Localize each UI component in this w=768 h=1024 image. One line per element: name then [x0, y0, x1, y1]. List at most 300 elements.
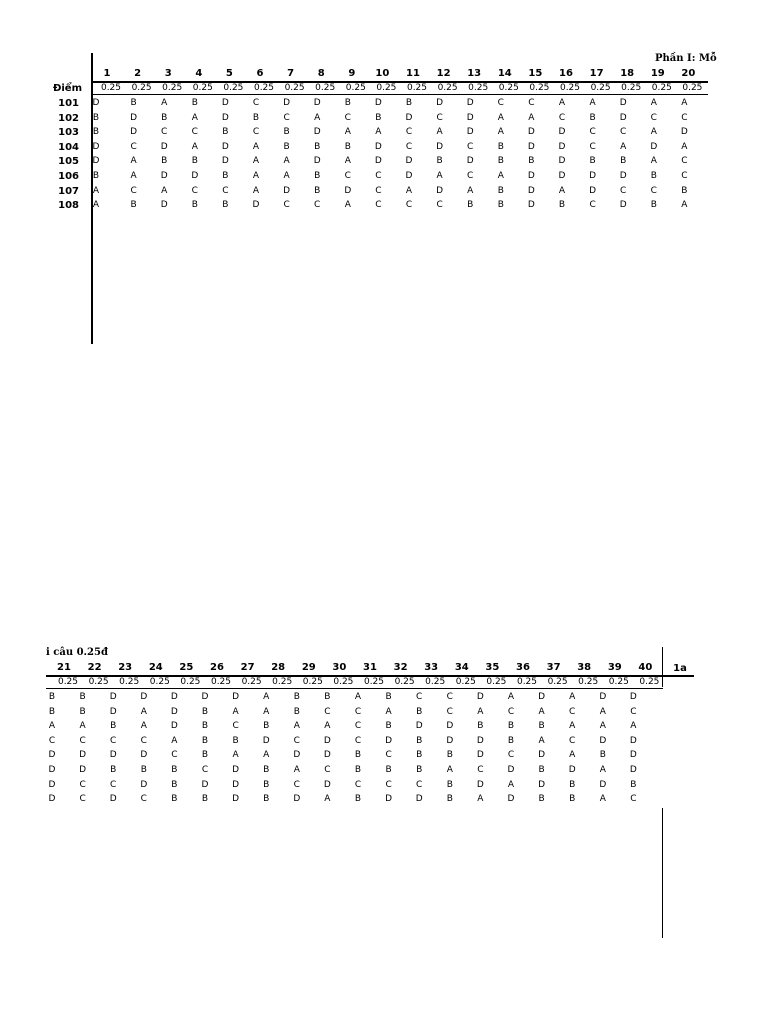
answer-cell: A [324, 721, 331, 732]
question-number: 33 [424, 662, 439, 673]
answer-cell: D [160, 141, 168, 152]
answer-cell: D [374, 141, 382, 152]
answer-cell: A [252, 156, 260, 167]
answer-cell: D [507, 794, 515, 805]
answer-cell: C [375, 185, 382, 196]
answer-cell: D [374, 98, 382, 108]
answer-cell: C [405, 141, 413, 152]
answer-cell: B [48, 692, 56, 702]
answer-cell: A [528, 112, 535, 123]
answer-cell: B [538, 794, 545, 805]
answer-cell: A [324, 794, 331, 805]
answer-cell: D [374, 156, 382, 167]
answer-cell: C [110, 779, 117, 790]
answer-cell: D [619, 98, 627, 108]
answer-cell: B [599, 750, 606, 761]
answer-cell: D [48, 750, 56, 761]
answer-cell: A [507, 779, 515, 790]
question-number: 35 [485, 662, 500, 673]
question-number: 17 [589, 68, 604, 79]
answer-cell: D [221, 98, 229, 108]
answer-cell: B [385, 692, 392, 702]
answer-cell: A [650, 156, 657, 167]
answer-cell: D [466, 127, 474, 138]
answer-cell: D [436, 141, 444, 152]
answer-cell: C [589, 200, 596, 211]
answer-cell: D [283, 98, 291, 108]
answer-cell: A [538, 735, 545, 746]
answer-cell: C [222, 185, 229, 196]
question-number: 2 [134, 68, 142, 79]
question-score: 0.25 [210, 677, 232, 687]
question-score: 0.25 [621, 83, 642, 93]
answer-cell: B [171, 779, 178, 790]
question-number: 1 [103, 68, 111, 79]
answer-cell: C [569, 706, 576, 717]
answer-cell: D [221, 112, 229, 123]
answer-cell: D [48, 779, 56, 790]
answer-cell: A [599, 765, 606, 775]
answer-cell: D [140, 750, 148, 761]
answer-cell: A [191, 141, 198, 152]
answer-cell: B [507, 735, 515, 746]
answer-cell: B [477, 721, 484, 732]
answer-cell: B [263, 765, 270, 775]
answer-cell: C [375, 171, 382, 181]
answer-cell: A [283, 171, 290, 181]
answer-cell: A [79, 721, 86, 732]
answer-cell: D [262, 735, 270, 746]
answer-cell: D [599, 735, 607, 746]
question-number: 26 [210, 662, 224, 673]
answer-cell: D [405, 112, 413, 123]
answer-cell: B [354, 794, 362, 805]
answer-cell: A [569, 750, 576, 761]
answer-cell: A [436, 127, 443, 138]
answer-cell: D [629, 765, 637, 775]
top-score-rule [91, 94, 708, 95]
answer-cell: A [467, 185, 474, 196]
answer-cell: B [589, 112, 596, 123]
answer-cell: D [558, 171, 566, 181]
answer-cell: A [344, 200, 351, 211]
answer-cell: C [140, 794, 147, 805]
answer-cell: D [619, 200, 627, 211]
answer-cell: A [140, 706, 147, 717]
answer-cell: D [436, 98, 444, 108]
question-number: 20 [681, 68, 696, 79]
answer-cell: C [446, 706, 453, 717]
answer-cell: D [629, 750, 637, 761]
bottom-right-rule-lower [662, 808, 663, 938]
answer-cell: D [415, 721, 423, 732]
answer-cell: A [477, 794, 484, 805]
question-score: 0.25 [529, 83, 550, 93]
answer-cell: A [140, 721, 147, 732]
answer-cell: A [293, 765, 300, 775]
answer-cell: C [130, 141, 137, 152]
question-number: 14 [497, 68, 512, 79]
answer-cell: B [201, 735, 209, 746]
answer-cell: B [416, 735, 423, 746]
answer-cell: C [436, 112, 443, 123]
answer-cell: C [110, 735, 117, 746]
answer-cell: B [201, 750, 209, 761]
answer-cell: D [221, 141, 229, 152]
question-score: 0.25 [253, 83, 275, 93]
question-number: 12 [436, 68, 451, 79]
question-score: 0.25 [302, 677, 323, 687]
question-number: 3 [164, 68, 172, 79]
answer-cell: C [140, 735, 147, 746]
question-score: 0.25 [639, 677, 660, 687]
answer-cell: A [507, 692, 515, 702]
answer-cell: C [416, 779, 423, 790]
answer-cell: B [538, 765, 545, 775]
answer-cell: C [620, 127, 627, 138]
question-number: 40 [638, 662, 653, 673]
answer-cell: D [619, 112, 627, 123]
question-number: 24 [148, 662, 163, 673]
answer-cell: A [92, 200, 100, 211]
answer-cell: B [222, 200, 229, 211]
question-number: 9 [348, 68, 356, 79]
answer-cell: D [405, 171, 413, 181]
answer-cell: A [191, 112, 198, 123]
answer-cell: A [405, 185, 413, 196]
answer-cell: D [629, 692, 637, 702]
section-heading-continued: i câu 0.25đ [46, 647, 108, 658]
answer-cell: A [171, 735, 178, 746]
question-score: 0.25 [88, 677, 109, 687]
answer-cell: C [283, 200, 290, 211]
answer-cell: B [79, 706, 86, 717]
answer-cell: D [619, 171, 627, 181]
answer-cell: D [446, 721, 454, 732]
answer-cell: C [589, 127, 596, 138]
answer-cell: D [558, 141, 566, 152]
answer-cell: D [466, 98, 474, 108]
question-score: 0.25 [425, 677, 446, 687]
answer-cell: A [293, 721, 300, 732]
answer-cell: B [344, 98, 351, 108]
question-number: 30 [332, 662, 347, 673]
answer-cell: D [170, 721, 178, 732]
question-score: 0.25 [437, 83, 458, 93]
answer-cell: C [191, 127, 198, 138]
answer-cell: A [558, 185, 566, 196]
answer-cell: C [467, 171, 474, 181]
answer-cell: A [681, 98, 688, 108]
question-score: 0.25 [162, 83, 183, 93]
question-score: 0.25 [333, 677, 354, 687]
question-number: 15 [528, 68, 543, 79]
answer-cell: A [630, 721, 637, 732]
answer-cell: D [313, 98, 321, 108]
question-score: 0.25 [345, 83, 366, 93]
question-score: 0.25 [498, 83, 519, 93]
answer-cell: C [558, 112, 566, 123]
answer-cell: D [527, 171, 535, 181]
answer-cell: D [344, 185, 352, 196]
answer-cell: A [569, 721, 576, 732]
answer-cell: B [293, 692, 300, 702]
answer-cell: C [48, 735, 56, 746]
answer-cell: D [507, 765, 515, 775]
answer-cell: D [92, 98, 100, 108]
answer-cell: B [436, 156, 443, 167]
answer-cell: B [314, 141, 321, 152]
answer-cell: D [323, 750, 331, 761]
answer-cell: B [558, 200, 566, 211]
answer-cell: A [558, 98, 566, 108]
answer-cell: B [569, 794, 576, 805]
answer-cell: D [160, 171, 168, 181]
answer-cell: D [589, 171, 597, 181]
answer-cell: B [446, 779, 453, 790]
answer-cell: D [527, 127, 535, 138]
answer-cell: C [191, 185, 198, 196]
answer-cell: C [252, 98, 260, 108]
answer-cell: D [680, 127, 688, 138]
question-score: 0.25 [284, 83, 305, 93]
answer-cell: D [466, 112, 474, 123]
question-score: 0.25 [559, 83, 581, 93]
question-number: 18 [620, 68, 635, 79]
question-number: 38 [577, 662, 592, 673]
answer-cell: C [681, 156, 688, 167]
answer-cell: A [497, 112, 504, 123]
answer-cell: A [130, 156, 137, 167]
answer-cell: C [354, 779, 362, 790]
answer-cell: A [650, 98, 657, 108]
question-number: 27 [240, 662, 255, 673]
answer-cell: B [283, 141, 290, 152]
answer-cell: D [323, 779, 331, 790]
answer-cell: D [283, 185, 291, 196]
answer-cell: B [110, 721, 117, 732]
answer-cell: C [375, 200, 382, 211]
answer-cell: B [161, 156, 168, 167]
question-score: 0.25 [100, 83, 122, 93]
answer-cell: C [79, 735, 86, 746]
question-number: 7 [287, 68, 295, 79]
answer-cell: C [681, 171, 688, 181]
answer-cell: D [48, 765, 56, 775]
answer-cell: D [476, 750, 484, 761]
answer-cell: D [130, 112, 138, 123]
question-number: 4 [195, 68, 203, 79]
answer-cell: D [436, 185, 444, 196]
answer-cell: A [130, 171, 137, 181]
answer-cell: B [446, 750, 453, 761]
answer-cell: D [313, 156, 321, 167]
answer-cell: D [405, 156, 413, 167]
answer-cell: D [599, 692, 607, 702]
answer-cell: B [140, 765, 147, 775]
exam-code: 108 [58, 200, 79, 212]
answer-cell: B [589, 156, 596, 167]
answer-cell: B [416, 765, 423, 775]
question-number: 23 [118, 662, 133, 673]
question-number: 16 [559, 68, 573, 79]
answer-cell: B [538, 721, 545, 732]
answer-cell: B [416, 706, 423, 717]
answer-cell: B [528, 156, 535, 167]
answer-cell: A [252, 171, 260, 181]
answer-cell: A [252, 141, 260, 152]
answer-cell: D [109, 794, 117, 805]
answer-cell: A [569, 692, 576, 702]
answer-cell: A [497, 127, 504, 138]
answer-cell: C [681, 112, 688, 123]
answer-cell: A [344, 127, 351, 138]
question-number: 39 [607, 662, 622, 673]
answer-cell: A [263, 706, 270, 717]
exam-code: 105 [58, 156, 79, 168]
answer-cell: B [201, 706, 209, 717]
answer-cell: C [569, 735, 576, 746]
answer-cell: B [497, 156, 504, 167]
question-score: 0.25 [547, 677, 568, 687]
answer-cell: A [650, 127, 657, 138]
answer-cell: B [92, 171, 100, 181]
answer-cell: B [385, 765, 392, 775]
question-score: 0.25 [468, 83, 489, 93]
answer-cell: B [650, 171, 657, 181]
answer-cell: D [558, 156, 566, 167]
answer-cell: C [507, 706, 515, 717]
answer-cell: D [538, 779, 546, 790]
answer-cell: B [405, 98, 413, 108]
answer-cell: B [314, 185, 321, 196]
answer-cell: D [160, 200, 168, 211]
answer-cell: D [538, 692, 546, 702]
answer-cell: D [130, 127, 138, 138]
answer-cell: B [344, 141, 351, 152]
answer-cell: D [476, 779, 484, 790]
answer-cell: B [201, 794, 209, 805]
question-number: 11 [406, 68, 420, 79]
answer-cell: C [232, 721, 239, 732]
answer-cell: D [323, 735, 331, 746]
question-number: 6 [256, 68, 264, 79]
answer-cell: D [589, 185, 597, 196]
answer-cell: C [79, 794, 86, 805]
answer-cell: B [681, 185, 688, 196]
answer-cell: D [191, 171, 199, 181]
answer-cell: C [630, 794, 637, 805]
answer-cell: C [354, 735, 362, 746]
answer-cell: A [263, 692, 270, 702]
answer-cell: D [313, 127, 321, 138]
answer-cell: D [385, 735, 393, 746]
answer-cell: D [92, 141, 100, 152]
answer-cell: A [375, 127, 382, 138]
question-score: 0.25 [192, 83, 213, 93]
answer-cell: C [252, 127, 260, 138]
answer-cell: B [283, 127, 290, 138]
answer-cell: A [344, 156, 351, 167]
question-number: 37 [546, 662, 561, 673]
answer-cell: A [497, 171, 504, 181]
answer-cell: D [293, 794, 301, 805]
question-number: 8 [317, 68, 325, 79]
exam-code: 102 [58, 112, 79, 124]
answer-cell: B [497, 141, 504, 152]
answer-cell: A [599, 706, 606, 717]
question-score: 0.25 [516, 677, 538, 687]
answer-cell: A [252, 185, 260, 196]
question-number: 28 [271, 662, 286, 673]
answer-cell: D [558, 127, 566, 138]
answer-cell: B [263, 721, 270, 732]
answer-cell: A [92, 185, 100, 196]
answer-cell: D [170, 706, 178, 717]
answer-cell: B [92, 112, 100, 123]
question-score: 0.25 [131, 83, 152, 93]
answer-cell: B [385, 721, 392, 732]
answer-cell: B [416, 750, 423, 761]
answer-cell: A [283, 156, 290, 167]
answer-cell: C [497, 98, 504, 108]
answer-cell: C [446, 692, 453, 702]
question-score: 0.25 [180, 677, 201, 687]
answer-cell: B [314, 171, 321, 181]
answer-cell: D [232, 779, 240, 790]
answer-cell: B [130, 98, 137, 108]
answer-cell: B [92, 127, 100, 138]
answer-cell: A [681, 141, 688, 152]
answer-cell: A [477, 706, 484, 717]
question-number: 10 [375, 68, 390, 79]
answer-cell: C [630, 706, 637, 717]
answer-cell: D [109, 750, 117, 761]
question-score: 0.25 [149, 677, 170, 687]
answer-cell: D [476, 692, 484, 702]
answer-cell: A [314, 112, 321, 123]
answer-cell: A [263, 750, 270, 761]
answer-cell: B [191, 98, 198, 108]
answer-cell: B [222, 127, 229, 138]
answer-cell: D [109, 692, 117, 702]
answer-cell: C [405, 200, 413, 211]
answer-cell: C [314, 200, 321, 211]
answer-cell: D [232, 794, 240, 805]
answer-cell: B [620, 156, 627, 167]
answer-cell: A [354, 692, 362, 702]
question-score: 0.25 [682, 83, 703, 93]
answer-cell: D [476, 735, 484, 746]
question-score: 0.25 [223, 83, 244, 93]
question-score: 0.25 [590, 83, 611, 93]
answer-cell: D [293, 750, 301, 761]
extra-column-header: 1a [673, 663, 687, 674]
answer-cell: A [599, 721, 606, 732]
answer-cell: B [497, 185, 504, 196]
answer-cell: B [650, 200, 657, 211]
answer-cell: D [232, 692, 240, 702]
answer-cell: D [629, 735, 637, 746]
answer-cell: B [48, 706, 56, 717]
answer-cell: D [170, 692, 178, 702]
question-number: 5 [225, 68, 233, 79]
top-vertical-rule [91, 53, 93, 344]
answer-cell: B [110, 765, 117, 775]
answer-cell: C [436, 200, 443, 211]
answer-cell: C [79, 779, 86, 790]
answer-cell: C [650, 185, 657, 196]
